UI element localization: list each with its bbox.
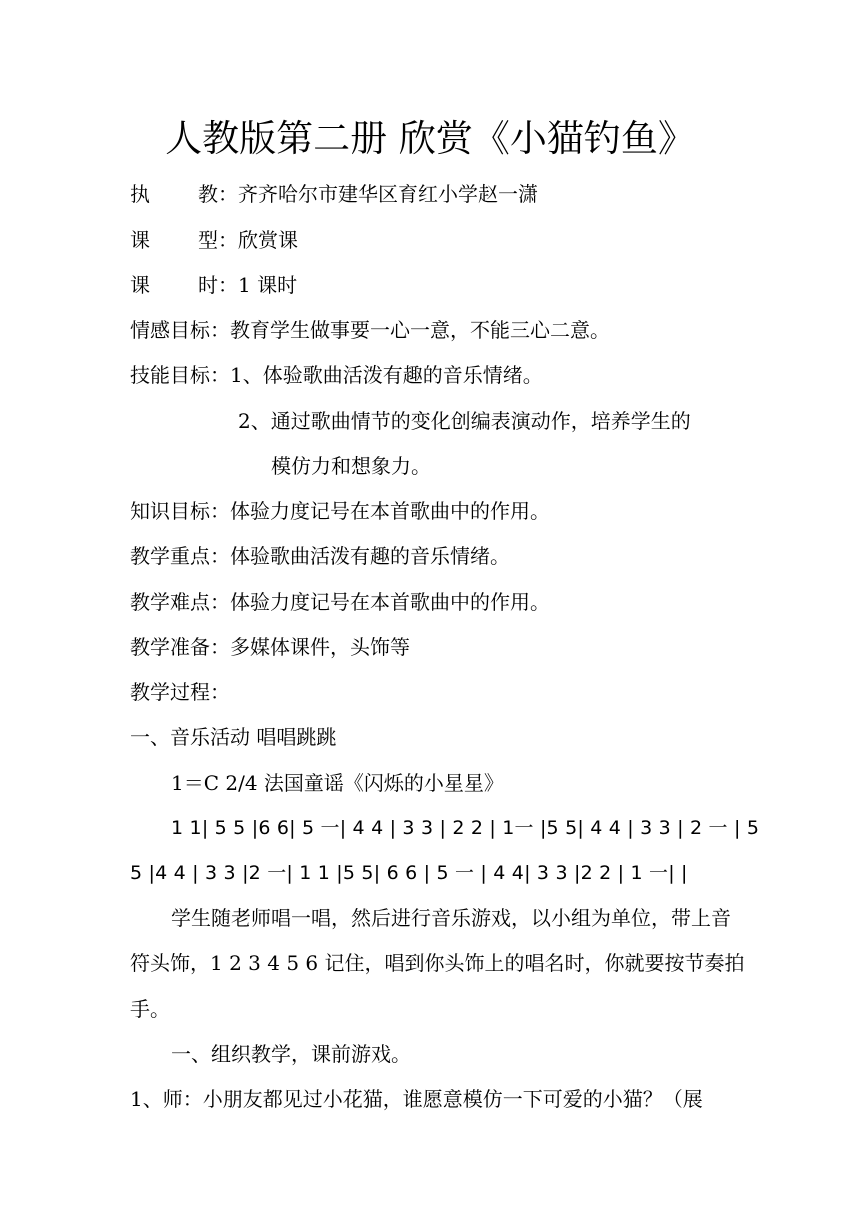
paragraph-1-line-2: 符头饰，1 2 3 4 5 6 记住，唱到你头饰上的唱名时，你就要按节奏拍	[130, 951, 745, 975]
notation-line-2: 5 |4 4 | 3 3 |2 一| 1 1 |5 5| 6 6 | 5 一 | 4 4| 3 3 |2 2 | 1 一| |	[130, 862, 688, 884]
key-point-line	[130, 542, 510, 570]
skill-goal-item-2: 2、通过歌曲情节的变化创编表演动作，培养学生的	[238, 409, 691, 433]
teacher-label-1: 执	[130, 182, 150, 206]
skill-goal-line	[130, 361, 543, 389]
lesson-type-label-1: 课	[130, 228, 150, 252]
teacher-line	[130, 180, 538, 208]
preparation-value: 多媒体课件，头饰等	[230, 635, 410, 659]
song-info: 1＝C 2/4 法国童谣《闪烁的小星星》	[171, 771, 504, 795]
section-1-heading: 一、音乐活动 唱唱跳跳	[130, 725, 337, 749]
lesson-type-line	[130, 226, 298, 254]
notation-line-1: 1 1| 5 5 |6 6| 5 一| 4 4 | 3 3 | 2 2 | 1一 |5 5| 4 4 | 3 3 | 2 一 | 5	[171, 817, 760, 839]
section-2-heading: 一、组织教学，课前游戏。	[171, 1042, 411, 1066]
preparation-line	[130, 633, 410, 661]
teacher-label-2: 教：	[198, 182, 238, 206]
emotion-goal-value: 教育学生做事要一心一意，不能三心二意。	[230, 318, 610, 342]
process-heading: 教学过程：	[130, 680, 230, 704]
skill-goal-label: 技能目标：	[130, 363, 230, 387]
knowledge-goal-line	[130, 497, 550, 525]
paragraph-1-line-1: 学生随老师唱一唱，然后进行音乐游戏，以小组为单位，带上音	[171, 906, 731, 930]
step-1-line: 1、师：小朋友都见过小花猫，谁愿意模仿一下可爱的小猫？（展	[130, 1087, 703, 1111]
skill-goal-item-1: 1、体验歌曲活泼有趣的音乐情绪。	[230, 363, 543, 387]
emotion-goal-label: 情感目标：	[130, 318, 230, 342]
key-point-value: 体验歌曲活泼有趣的音乐情绪。	[230, 544, 510, 568]
paragraph-1-line-3: 手。	[130, 997, 170, 1021]
teacher-value: 齐齐哈尔市建华区育红小学赵一潇	[238, 182, 538, 206]
lesson-type-label-2: 型：	[198, 228, 238, 252]
knowledge-goal-label: 知识目标：	[130, 499, 230, 523]
knowledge-goal-value: 体验力度记号在本首歌曲中的作用。	[230, 499, 550, 523]
lesson-type-value: 欣赏课	[238, 228, 298, 252]
document-title: 人教版第二册 欣赏《小猫钓鱼》	[165, 117, 695, 160]
difficulty-value: 体验力度记号在本首歌曲中的作用。	[230, 590, 550, 614]
key-point-label: 教学重点：	[130, 544, 230, 568]
emotion-goal-line	[130, 316, 610, 344]
lesson-time-label-2: 时：	[198, 273, 238, 297]
lesson-time-line	[130, 271, 297, 299]
skill-goal-item-2-cont: 模仿力和想象力。	[271, 454, 431, 478]
lesson-time-value: 1 课时	[238, 273, 298, 297]
preparation-label: 教学准备：	[130, 635, 230, 659]
difficulty-line	[130, 588, 550, 616]
lesson-time-label-1: 课	[130, 273, 150, 297]
difficulty-label: 教学难点：	[130, 590, 230, 614]
